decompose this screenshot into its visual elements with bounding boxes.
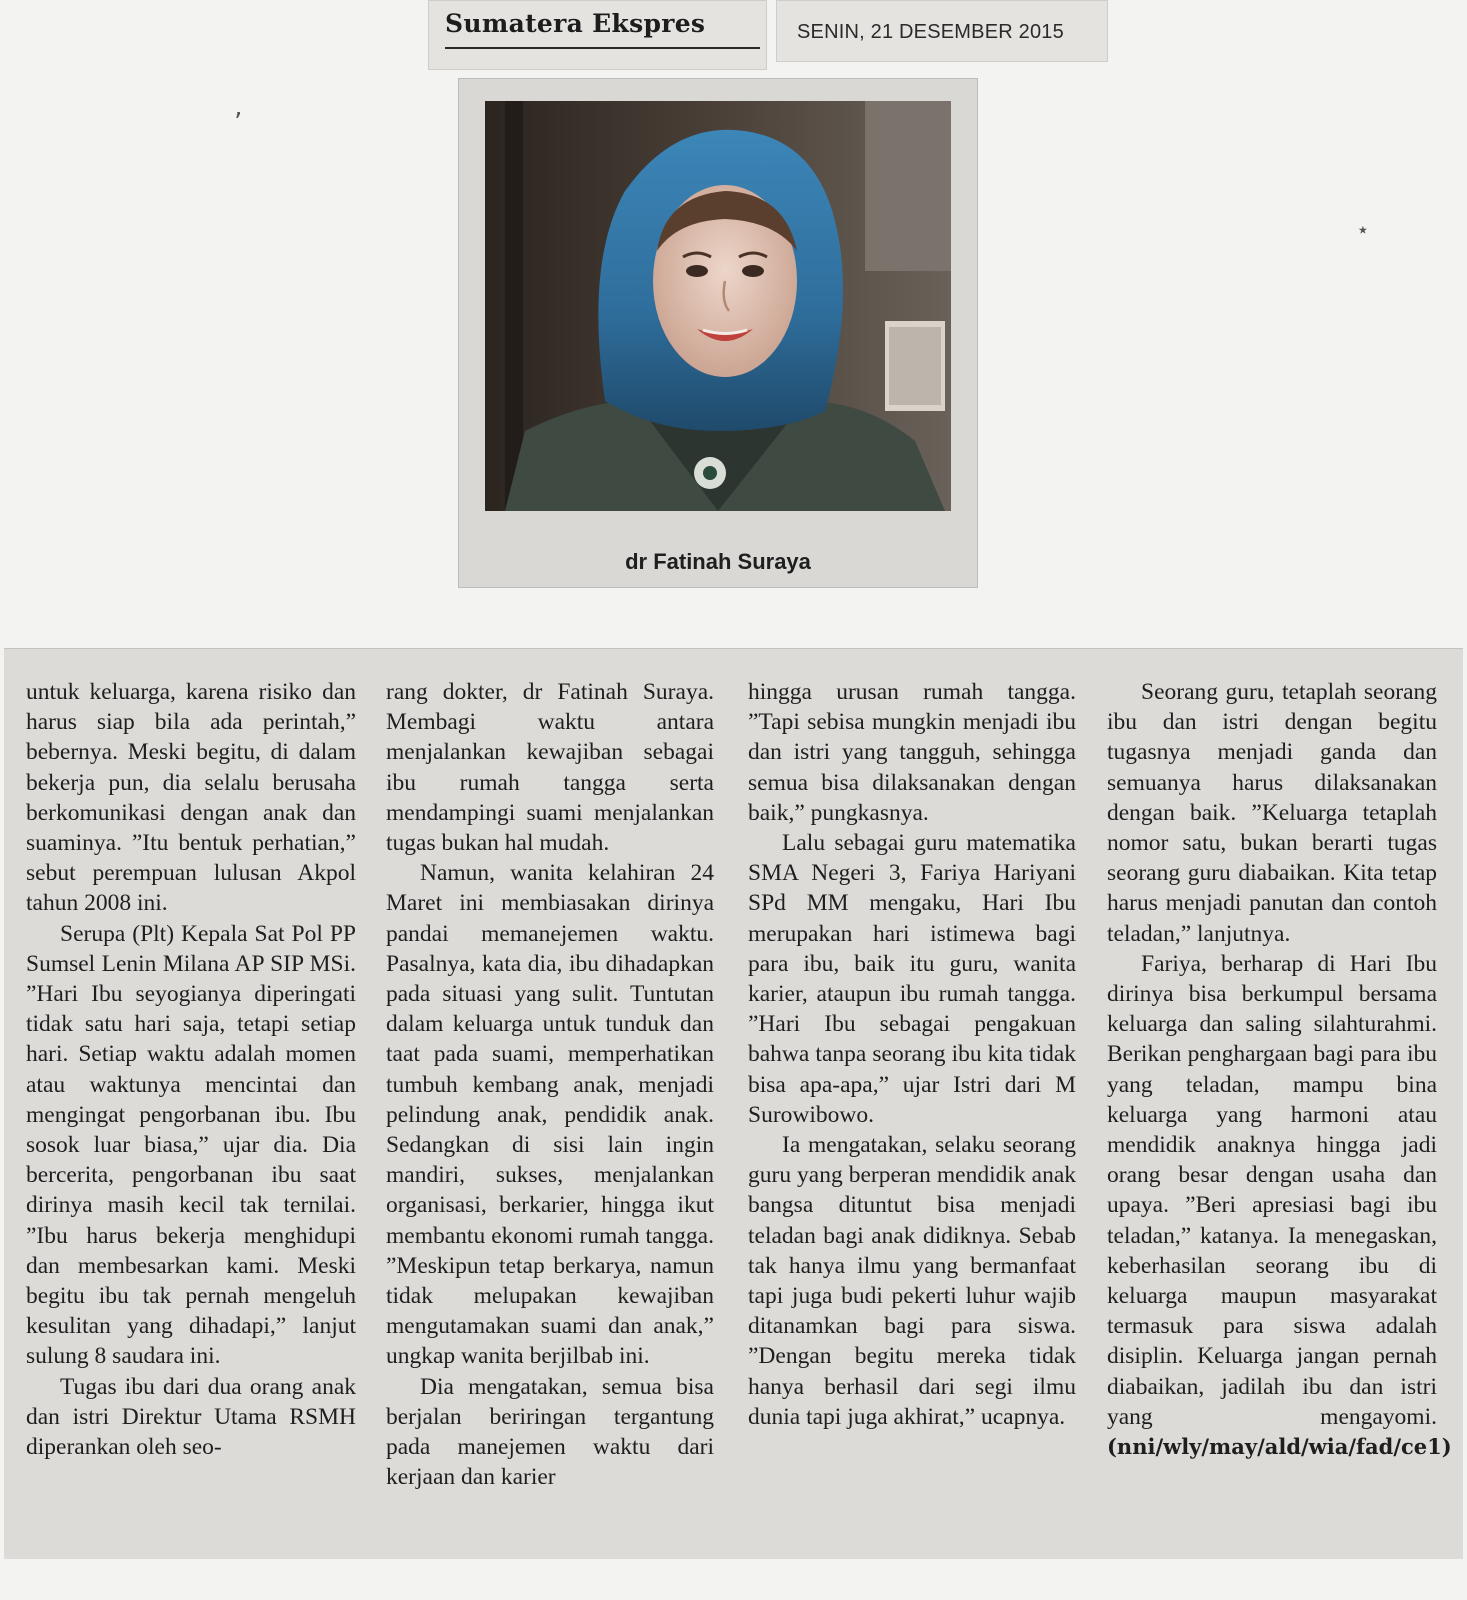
publication-name: Sumatera Ekspres [445, 9, 706, 38]
portrait-photo [485, 101, 951, 511]
paragraph [1107, 949, 1452, 1462]
article-column-2 [386, 677, 714, 1492]
paragraph: Tugas ibu dari dua orang anak dan istri Direktur Utama RSMH diperankan oleh seo- [26, 1373, 356, 1461]
paragraph: Namun, wanita kelahiran 24 Maret ini membiasakan dirinya pandai memanejemen waktu. Pasalnya, kata dia, ibu dihadapkan pada situasi yang sulit. Tuntutan dalam keluarga untuk tunduk dan taat pada suami, memperhatikan tumbuh kembang anak, menjadi pelindung anak, pendidik anak. Sedangkan di sisi lain ingin mandiri, sukses, menjalankan organisasi, berkarier, hingga ikut membantu ekonomi rumah tangga. ”Meskipun tetap berkarya, namun tidak melupakan kewajiban mengutamakan suami dan anak,” ungkap wanita berjilbab ini. [386, 860, 714, 1370]
reporter-credit: (nni/wly/may/ald/wia/fad/ce1) [1107, 1434, 1452, 1460]
article-column-1 [26, 677, 356, 1462]
photo-caption: dr Fatinah Suraya [625, 549, 811, 574]
article-clipping [4, 648, 1463, 1559]
paragraph-text: Fariya, berharap di Hari Ibu dirinya bisa berkumpul bersama keluarga dan saling silahturahmi. Berikan penghargaan bagi para ibu yang teladan, mampu bina keluarga yang harmoni atau mendidik anaknya hingga jadi orang besar dengan usaha dan upaya. ”Beri apresiasi bagi ibu teladan,” katanya. Ia menegaskan, keberhasilan seorang ibu di keluarga maupun masyarakat termasuk para siswa adalah disiplin. Keluarga jangan pernah diabaikan, jadilah ibu dan istri yang mengayomi. [1107, 950, 1437, 1430]
masthead-clipping [428, 0, 767, 70]
paragraph: rang dokter, dr Fatinah Suraya. Membagi waktu antara menjalankan kewajiban sebagai ibu rumah tangga serta mendampingi suami menjalankan tugas bukan hal mudah. [386, 679, 714, 857]
paragraph: hingga urusan rumah tangga. ”Tapi sebisa mungkin menjadi ibu dan istri yang tangguh, sehingga semua bisa dilaksanakan dengan baik,” pungkasnya. [748, 679, 1076, 826]
scan-mark: ’ [234, 108, 243, 138]
paragraph: Dia mengatakan, semua bisa berjalan beriringan tergantung pada manejemen waktu dari kerjaan dan karier [386, 1373, 714, 1491]
portrait-illustration [485, 101, 951, 511]
paragraph: Serupa (Plt) Kepala Sat Pol PP Sumsel Lenin Milana AP SIP MSi. ”Hari Ibu seyogianya diperingati tidak satu hari saja, tetapi setiap hari. Setiap waktu adalah momen atau waktunya mencintai dan mengingat pengorbanan ibu. Ibu sosok luar biasa,” ujar dia. Dia bercerita, pengorbanan ibu saat dirinya masih kecil tak ternilai. ”Ibu harus bekerja menghidupi dan membesarkan kami. Meski begitu ibu tak pernah mengeluh kesulitan yang dihadapi,” lanjut sulung 8 saudara ini. [26, 920, 356, 1370]
paragraph: Seorang guru, tetaplah seorang ibu dan istri dengan begitu tugasnya menjadi ganda dan semuanya harus dilaksanakan dengan baik. ”Keluarga tetaplah nomor satu, bukan berarti tugas seorang guru diabaikan. Kita tetap harus menjadi panutan dan contoh teladan,” lanjutnya. [1107, 679, 1437, 947]
scan-mark: ⋆ [1356, 218, 1370, 243]
paragraph: Lalu sebagai guru matematika SMA Negeri 3, Fariya Hariyani SPd MM mengaku, Hari Ibu merupakan hari istimewa bagi para ibu, baik itu guru, wanita karier, ataupun ibu rumah tangga. ”Hari Ibu sebagai pengakuan bahwa tanpa seorang ibu kita tidak bisa apa-apa,” ujar Istri dari M Surowibowo. [748, 830, 1076, 1128]
photo-clipping [458, 78, 978, 588]
masthead-rule [445, 47, 760, 49]
paragraph: untuk keluarga, karena risiko dan harus siap bila ada perintah,” bebernya. Meski begitu, di dalam bekerja pun, dia selalu berusaha berkomunikasi dengan anak dan suaminya. ”Itu bentuk perhatian,” sebut perempuan lulusan Akpol tahun 2008 ini. [26, 679, 356, 917]
article-column-3 [748, 677, 1076, 1432]
paragraph: Ia mengatakan, selaku seorang guru yang berperan mendidik anak bangsa dituntut bisa menjadi teladan bagi anak didiknya. Sebab tak hanya ilmu yang bermanfaat tapi juga budi pekerti luhur wajib ditanamkan bagi para siswa. ”Dengan begitu mereka tidak hanya berhasil dari segi ilmu dunia tapi juga akhirat,” ucapnya. [748, 1132, 1076, 1430]
publication-date: SENIN, 21 DESEMBER 2015 [797, 21, 1064, 43]
article-column-4 [1107, 677, 1452, 1462]
date-clipping [776, 0, 1108, 62]
